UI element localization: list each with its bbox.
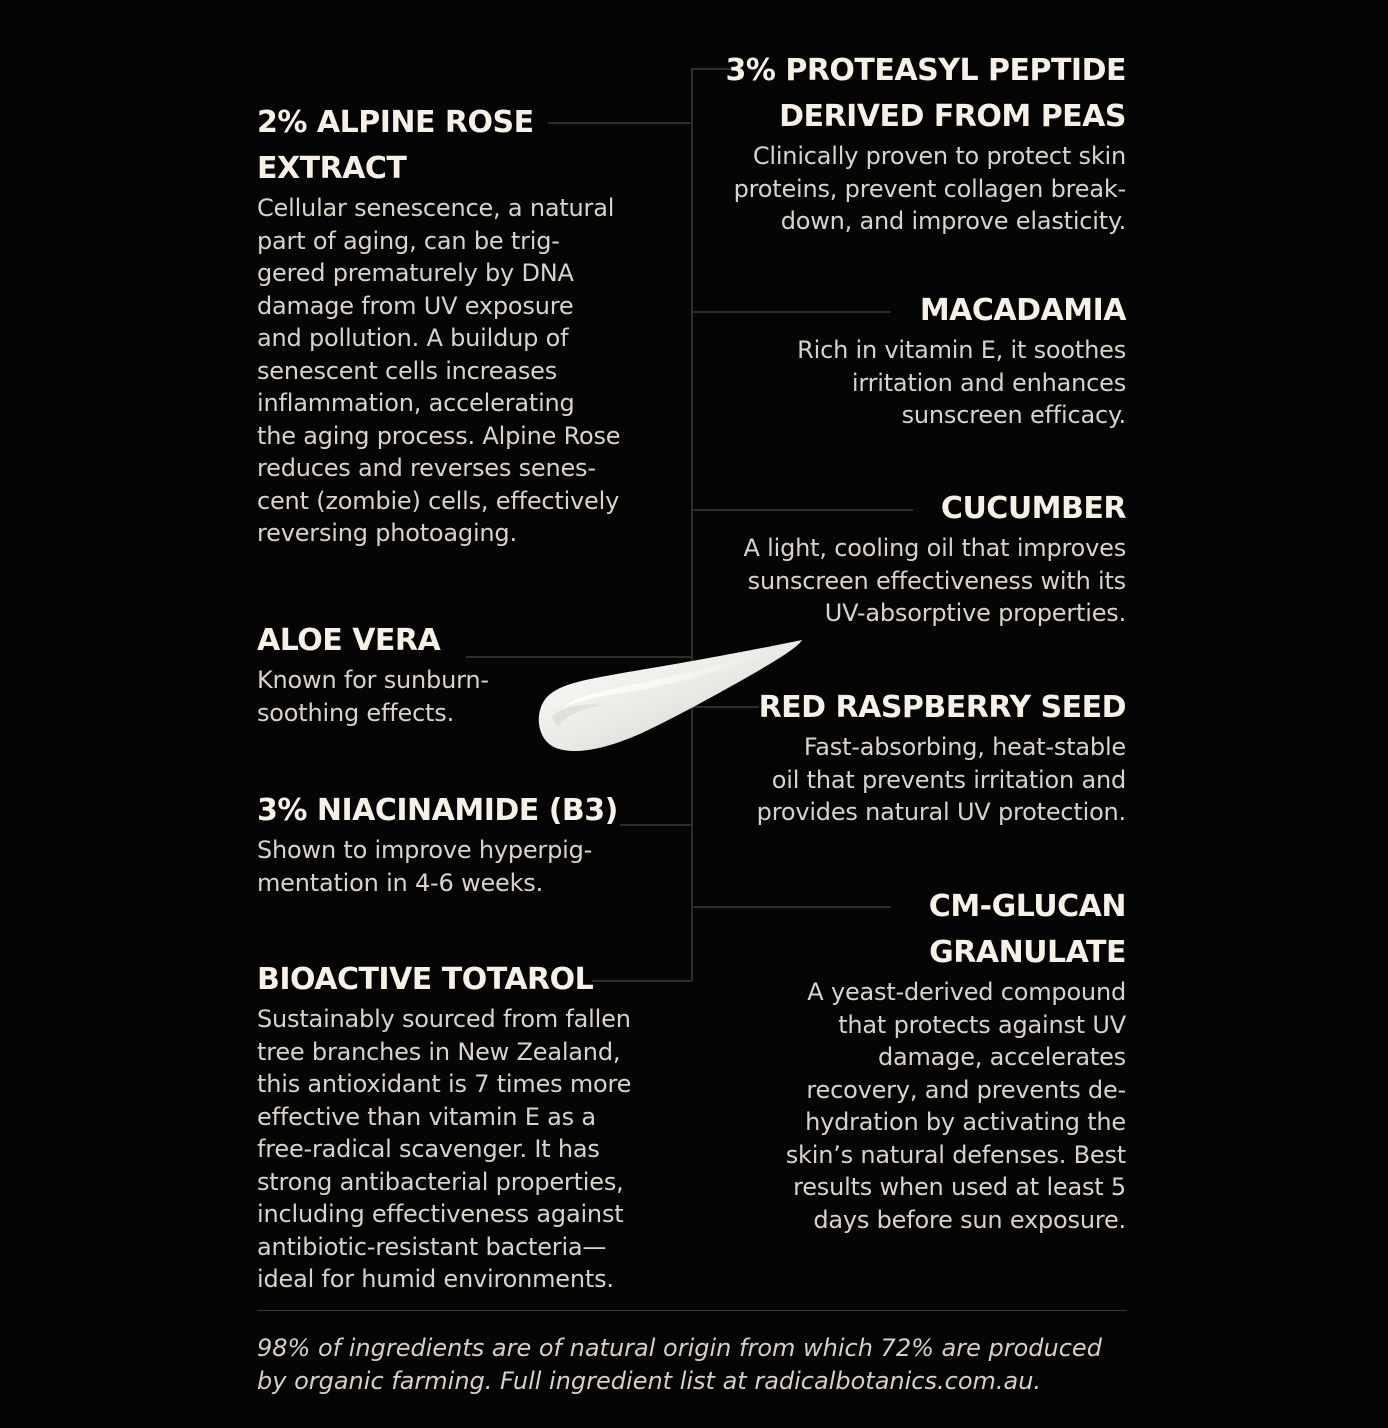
ingredient-title: 3% PROTEASYL PEPTIDE DERIVED FROM PEAS: [725, 53, 1126, 134]
ingredient-title: RED RASPBERRY SEED: [758, 690, 1126, 725]
ingredient-description: Known for sunburn- soothing effects.: [257, 666, 489, 727]
ingredient-description: A light, cooling oil that improves sunscreen effectiveness with its UV-absorptive properties.: [743, 534, 1126, 627]
ingredient-title: MACADAMIA: [919, 293, 1126, 328]
ingredient-cm-glucan: [726, 884, 1126, 1236]
center-connector-line: [691, 68, 693, 981]
ingredient-description: Shown to improve hyperpig- mentation in 4-6 weeks.: [257, 836, 593, 897]
ingredient-proteasyl-peptide: [696, 48, 1126, 238]
ingredient-description: Rich in vitamin E, it soothes irritation and enhances sunscreen efficacy.: [797, 336, 1126, 429]
ingredient-description: Cellular senescence, a natural part of aging, can be trig- gered prematurely by DNA damage from UV exposure and pollution. A buildup of senescent cells increases inflammation, accelerating the aging process. Alpine Rose reduces and reverses senes- cent (zombie) cells, effectively reversing photoaging.: [257, 194, 621, 547]
footer-note: 98% of ingredients are of natural origin from which 72% are produced by organic farming. Full ingredient list at radicalbotanics.com.au.: [257, 1334, 1102, 1395]
ingredient-bioactive-totarol: [257, 957, 667, 1296]
ingredient-title: CUCUMBER: [940, 491, 1126, 526]
ingredient-title: 2% ALPINE ROSE EXTRACT: [257, 105, 534, 186]
ingredient-title: ALOE VERA: [257, 623, 441, 658]
ingredient-description: Sustainably sourced from fallen tree branches in New Zealand, this antioxidant is 7 times more effective than vitamin E as a free-radical scavenger. It has strong antibacterial properties, including effectiveness against antibiotic-resistant bacteria— ideal for humid environments.: [257, 1005, 632, 1293]
ingredient-description: Clinically proven to protect skin proteins, prevent collagen break- down, and improve elasticity.: [733, 142, 1126, 235]
ingredient-title: CM-GLUCAN GRANULATE: [928, 889, 1126, 970]
ingredient-macadamia: [726, 288, 1126, 432]
ingredient-red-raspberry-seed: [706, 685, 1126, 829]
ingredient-description: Fast-absorbing, heat-stable oil that prevents irritation and provides natural UV protection.: [756, 733, 1126, 826]
ingredient-alpine-rose: [257, 100, 657, 550]
ingredient-description: A yeast-derived compound that protects against UV damage, accelerates recovery, and prevents de- hydration by activating the skin’s natural defenses. Best results when used at least 5 days before sun exposure.: [785, 978, 1126, 1234]
footer-divider: [257, 1310, 1127, 1311]
ingredient-title: 3% NIACINAMIDE (B3): [257, 793, 618, 828]
ingredient-aloe-vera: [257, 618, 557, 729]
ingredient-niacinamide: [257, 788, 637, 899]
ingredient-title: BIOACTIVE TOTAROL: [257, 962, 594, 997]
ingredient-cucumber: [706, 486, 1126, 630]
